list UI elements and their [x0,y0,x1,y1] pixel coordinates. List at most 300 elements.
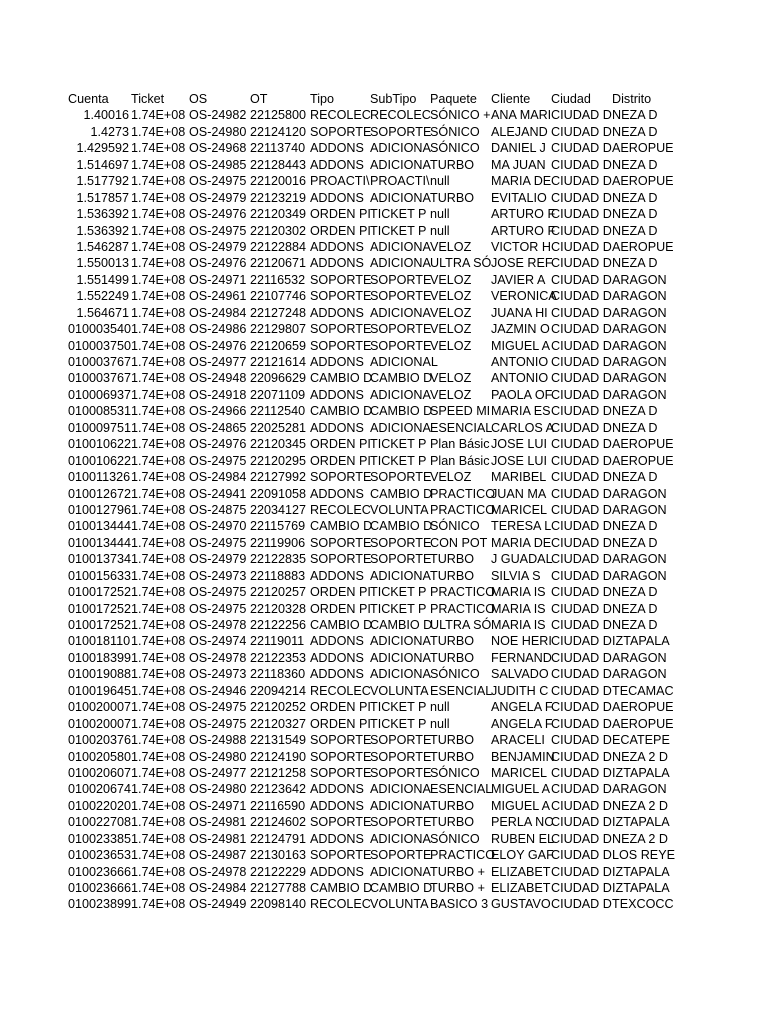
cell-cliente: JUANA HI [491,305,548,320]
cell-cuenta: 010013734 [68,552,132,567]
cell-ticket: 1.74E+08 [131,437,186,452]
cell-cuenta: 010019088 [68,667,132,682]
cell-distrito: AEROPUE [612,239,674,254]
cell-ticket: 1.74E+08 [131,502,186,517]
cell-ticket: 1.74E+08 [131,535,186,550]
cell-ot: 22120328 [250,601,307,616]
cell-ticket: 1.74E+08 [131,700,186,715]
cell-ciudad: CIUDAD D [551,831,612,846]
cell-paquete: VELOZ [430,289,472,304]
cell-cuenta: 010023385 [68,831,132,846]
cell-ot: 22131549 [250,733,307,748]
cell-cliente: ARTURO F [491,223,556,238]
cell-paquete: VELOZ [430,387,472,402]
cell-ot: 22119906 [250,535,306,550]
cell-cliente: ANGELA F [491,700,553,715]
cell-ticket: 1.74E+08 [131,239,186,254]
table-row [68,864,674,880]
cell-ot: 22121258 [250,765,307,780]
cell-ciudad: CIUDAD D [551,420,612,435]
cell-ticket: 1.74E+08 [131,831,186,846]
table-row [68,551,674,567]
cell-paquete: TURBO + [430,881,485,895]
cell-ticket: 1.74E+08 [131,420,186,435]
cell-paquete: SÓNICO [430,831,480,846]
cell-tipo: ORDEN PI [310,601,371,616]
cell-cliente: JOSE LUI [491,453,547,468]
cell-ticket: 1.74E+08 [131,223,186,238]
cell-tipo: ORDEN PI [310,223,371,238]
cell-ciudad: CIUDAD D [551,470,612,485]
table-row [68,781,674,797]
cell-os: OS-24979 [189,552,247,567]
cell-cuenta: 010023899 [68,897,132,912]
cell-distrito: IZTAPALA [612,765,670,780]
cell-cliente: SILVIA S [491,568,541,583]
cell-cliente: VICTOR H [491,239,551,254]
cell-paquete: null [430,223,450,238]
cell-tipo: SOPORTE [310,535,372,550]
cell-tipo: ORDEN PI [310,453,371,468]
cell-ciudad: CIUDAD D [551,289,612,304]
cell-cliente: RUBEN EL [491,831,554,846]
cell-ticket: 1.74E+08 [131,486,186,501]
table-row [68,518,674,534]
cell-ciudad: CIUDAD D [551,897,612,912]
cell-cuenta: 010020007 [68,700,132,715]
cell-paquete: VELOZ [430,239,472,254]
cell-ticket: 1.74E+08 [131,470,186,485]
cell-ot: 22107746 [250,289,307,304]
cell-ot: 22124190 [250,749,307,764]
table-row [68,338,674,354]
cell-subtipo: ADICIONA [370,831,431,846]
cell-os: OS-24971 [189,272,247,287]
cell-cuenta: 010017252 [68,601,132,616]
cell-cliente: ANTONIO [491,371,549,386]
cell-os: OS-24975 [189,174,247,189]
table-row [68,305,674,321]
cell-distrito: NEZA D [612,585,658,600]
cell-tipo: SOPORTE [310,124,372,139]
cell-cliente: MARIA IS [491,618,546,632]
cell-os: OS-24875 [189,502,247,517]
cell-ciudad: CIUDAD D [551,782,612,797]
cell-subtipo: ADICIONA [370,864,431,879]
cell-cuenta: 010003540 [68,322,132,337]
header-subtipo: SubTipo [370,92,417,106]
cell-ot: 22113740 [250,141,306,156]
cell-cuenta: 1.517857 [76,190,129,205]
cell-subtipo: ADICIONA [370,782,431,797]
cell-tipo: ADDONS [310,798,364,813]
cell-os: OS-24979 [189,190,247,205]
cell-cuenta: 1.546287 [76,239,129,254]
cell-os: OS-24975 [189,601,247,616]
cell-subtipo: SOPORTE [370,749,432,764]
table-row [68,749,674,765]
cell-subtipo: SOPORTE [370,815,432,830]
cell-cuenta: 010003767 [68,371,132,386]
cell-distrito: NEZA D [612,404,658,419]
cell-ciudad: CIUDAD D [551,552,612,567]
table-row [68,190,674,206]
cell-os: OS-24980 [189,782,247,797]
cell-ciudad: CIUDAD D [551,502,612,517]
cell-paquete: null [430,700,450,715]
cell-cuenta: 1.517792 [76,174,129,189]
table-row [68,486,674,502]
cell-ciudad: CIUDAD D [551,272,612,287]
cell-os: OS-24976 [189,256,247,271]
cell-tipo: ADDONS [310,864,364,879]
cell-cliente: MARIBEL [491,470,547,485]
cell-tipo: SOPORTE [310,552,372,567]
cell-subtipo: ADICIONA [370,141,431,156]
cell-distrito: ARAGON [612,667,667,682]
cell-subtipo: SOPORTE [370,733,432,748]
cell-subtipo: ADICIONA [370,157,431,172]
cell-ticket: 1.74E+08 [131,453,186,468]
cell-subtipo: TICKET P [370,700,427,715]
cell-cuenta: 010010622 [68,453,132,468]
cell-ciudad: CIUDAD D [551,322,612,337]
cell-tipo: ADDONS [310,355,364,369]
cell-cuenta: 1.536392 [76,207,129,222]
cell-tipo: SOPORTE [310,470,372,485]
cell-ticket: 1.74E+08 [131,716,186,731]
cell-subtipo: CAMBIO D [370,618,433,632]
cell-cliente: ALEJAND [491,124,548,139]
cell-distrito: IZTAPALA [612,634,670,649]
cell-os: OS-24865 [189,420,247,435]
cell-ciudad: CIUDAD D [551,338,612,353]
cell-ot: 22129807 [250,322,307,337]
cell-cuenta: 010003750 [68,338,132,353]
cell-tipo: RECOLEC [310,502,371,517]
cell-cliente: ANGELA F [491,716,553,731]
cell-cliente: MIGUEL A [491,782,551,797]
cell-os: OS-24977 [189,355,247,369]
cell-distrito: TEXCOCC [612,897,674,912]
cell-ciudad: CIUDAD D [551,174,612,189]
cell-subtipo: CAMBIO D [370,371,433,386]
cell-ticket: 1.74E+08 [131,174,186,189]
cell-paquete: PRACTICO [430,585,496,600]
cell-subtipo: CAMBIO D [370,881,433,895]
table-row [68,453,674,469]
cell-os: OS-24971 [189,798,247,813]
cell-ot: 22115769 [250,519,306,534]
cell-subtipo: SOPORTE [370,848,432,863]
cell-os: OS-24980 [189,749,247,764]
cell-os: OS-24979 [189,239,247,254]
cell-subtipo: SOPORTE [370,535,432,550]
cell-cuenta: 010022020 [68,798,132,813]
cell-ticket: 1.74E+08 [131,387,186,402]
cell-ot: 22127248 [250,305,307,320]
cell-os: OS-24984 [189,881,247,895]
cell-paquete: TURBO [430,552,475,567]
table-row [68,666,674,682]
cell-cuenta: 010012796 [68,502,132,517]
cell-ciudad: CIUDAD D [551,404,612,419]
cell-ciudad: CIUDAD D [551,585,612,600]
cell-cuenta: 010023666 [68,881,132,895]
table-row [68,831,674,847]
cell-ticket: 1.74E+08 [131,519,186,534]
cell-ciudad: CIUDAD D [551,650,612,665]
cell-tipo: ORDEN PI [310,716,371,731]
cell-ot: 22120349 [250,207,307,222]
cell-os: OS-24978 [189,618,247,632]
cell-cliente: MIGUEL A [491,798,551,813]
cell-ticket: 1.74E+08 [131,650,186,665]
cell-distrito: ARAGON [612,387,667,402]
cell-cuenta: 010011326 [68,470,131,485]
cell-ciudad: CIUDAD D [551,207,612,222]
cell-cuenta: 010019645 [68,683,132,698]
cell-ticket: 1.74E+08 [131,404,186,419]
spreadsheet [68,91,674,913]
cell-ciudad: CIUDAD D [551,881,612,895]
cell-os: OS-24977 [189,765,247,780]
cell-cliente: MARICEL [491,502,547,517]
cell-ot: 22124791 [250,831,307,846]
cell-ot: 22127788 [250,881,307,895]
header-paquete: Paquete [430,92,477,106]
cell-ticket: 1.74E+08 [131,305,186,320]
header-ot: OT [250,92,268,106]
cell-paquete: SÓNICO [430,141,480,156]
cell-ot: 22128443 [250,157,307,172]
cell-tipo: ADDONS [310,650,364,665]
cell-os: OS-24987 [189,848,247,863]
cell-tipo: CAMBIO D [310,618,373,632]
cell-ciudad: CIUDAD D [551,108,612,123]
cell-subtipo: ADICIONA [370,387,431,402]
cell-tipo: SOPORTE [310,765,372,780]
cell-paquete: VELOZ [430,338,472,353]
cell-ciudad: CIUDAD D [551,716,612,731]
cell-ot: 22120016 [250,174,307,189]
cell-os: OS-24988 [189,733,247,748]
cell-os: OS-24981 [189,831,247,846]
cell-cuenta: 1.552249 [76,289,129,304]
cell-subtipo: SOPORTE [370,470,432,485]
cell-paquete: ESENCIAL [430,683,493,698]
cell-ot: 22120302 [250,223,307,238]
cell-cliente: JUAN MA [491,486,547,501]
cell-paquete: SPEED MI [430,404,491,419]
cell-ot: 22122353 [250,650,307,665]
cell-ticket: 1.74E+08 [131,568,186,583]
cell-ticket: 1.74E+08 [131,749,186,764]
cell-tipo: ADDONS [310,190,364,205]
cell-tipo: CAMBIO D [310,404,373,419]
cell-cliente: ANA MARI [491,108,552,123]
cell-os: OS-24946 [189,683,247,698]
cell-subtipo: TICKET P [370,585,427,600]
cell-subtipo: VOLUNTA [370,897,429,912]
cell-cuenta: 010013444 [68,535,132,550]
cell-os: OS-24975 [189,223,247,238]
cell-cuenta: 010022708 [68,815,132,830]
cell-subtipo: ADICIONA [370,667,431,682]
cell-cliente: ARTURO F [491,207,556,222]
cell-ciudad: CIUDAD D [551,239,612,254]
cell-ot: 22124120 [250,124,307,139]
cell-distrito: IZTAPALA [612,881,670,895]
cell-ticket: 1.74E+08 [131,371,186,386]
cell-ot: 22096629 [250,371,307,386]
cell-subtipo: CAMBIO D [370,404,433,419]
cell-tipo: ADDONS [310,305,364,320]
cell-ticket: 1.74E+08 [131,782,186,797]
cell-paquete: VELOZ [430,470,472,485]
cell-ot: 22112540 [250,404,306,419]
cell-ot: 22098140 [250,897,307,912]
cell-distrito: NEZA 2 D [612,798,668,813]
cell-tipo: RECOLEC [310,683,371,698]
table-row [68,403,674,419]
cell-paquete: SÓNICO [430,667,480,682]
cell-cuenta: 010023666 [68,864,132,879]
cell-ticket: 1.74E+08 [131,618,186,632]
cell-distrito: ARAGON [612,289,667,304]
table-row [68,239,674,255]
cell-tipo: ADDONS [310,239,364,254]
cell-distrito: NEZA D [612,601,658,616]
cell-subtipo: TICKET P [370,716,427,731]
table-row [68,370,674,386]
cell-ticket: 1.74E+08 [131,683,186,698]
cell-ticket: 1.74E+08 [131,338,186,353]
cell-os: OS-24985 [189,157,247,172]
cell-cliente: MARIA DE [491,535,552,550]
cell-distrito: NEZA 2 D [612,749,668,764]
cell-cuenta: 1.564671 [76,305,129,320]
header-row [68,91,674,107]
cell-subtipo: ADICIONA [370,798,431,813]
cell-tipo: ADDONS [310,256,364,271]
cell-distrito: ARAGON [612,322,667,337]
cell-cliente: NOE HERI [491,634,552,649]
cell-distrito: NEZA D [612,207,658,222]
cell-tipo: SOPORTE [310,815,372,830]
cell-ciudad: CIUDAD D [551,864,612,879]
cell-ciudad: CIUDAD D [551,618,612,632]
table-body [68,107,674,912]
cell-tipo: ADDONS [310,141,364,156]
cell-cliente: ELOY GAF [491,848,554,863]
table-row [68,223,674,239]
table-row [68,880,674,896]
cell-paquete: ESENCIAL [430,782,493,797]
cell-subtipo: VOLUNTA [370,502,429,517]
cell-ot: 22122835 [250,552,307,567]
cell-cuenta: 1.551499 [76,272,129,287]
table-row [68,535,674,551]
cell-ot: 22122229 [250,864,307,879]
cell-subtipo: SOPORTE [370,765,432,780]
cell-os: OS-24984 [189,470,247,485]
cell-subtipo: SOPORTE [370,338,432,353]
cell-subtipo: ADICIONA [370,239,431,254]
cell-ot: 22120671 [250,256,307,271]
cell-cuenta: 010015633 [68,568,132,583]
cell-subtipo: ADICIONA [370,650,431,665]
cell-os: OS-24968 [189,141,247,156]
cell-ticket: 1.74E+08 [131,601,186,616]
cell-paquete: null [430,716,450,731]
cell-cliente: TERESA L [491,519,552,534]
cell-cliente: DANIEL J [491,141,546,156]
cell-ciudad: CIUDAD D [551,798,612,813]
cell-ticket: 1.74E+08 [131,124,186,139]
cell-paquete [430,354,490,370]
cell-subtipo: PROACTI\ [370,174,430,189]
cell-subtipo: VOLUNTA [370,683,429,698]
cell-distrito: IZTAPALA [612,864,670,879]
cell-ciudad: CIUDAD D [551,749,612,764]
cell-tipo: PROACTI\ [310,174,370,189]
cell-cuenta: 010017252 [68,585,132,600]
cell-cuenta: 010020007 [68,716,132,731]
table-row [68,814,674,830]
cell-ticket: 1.74E+08 [131,848,186,863]
cell-ticket: 1.74E+08 [131,585,186,600]
table-row [68,173,674,189]
cell-os: OS-24978 [189,864,247,879]
cell-tipo: ADDONS [310,387,364,402]
cell-paquete: TURBO + [430,864,485,879]
cell-paquete: PRACTICO [430,502,496,517]
cell-ot: 22094214 [250,683,307,698]
cell-distrito: NEZA D [612,420,658,435]
cell-os: OS-24981 [189,815,247,830]
cell-distrito: NEZA D [612,256,658,271]
cell-ot: 22116532 [250,272,306,287]
cell-os: OS-24941 [189,486,247,501]
cell-ot: 22120659 [250,338,307,353]
cell-ot: 22025281 [250,420,307,435]
cell-paquete: TURBO [430,568,475,583]
cell-distrito: ARAGON [612,305,667,320]
cell-distrito: AEROPUE [612,716,674,731]
cell-os: OS-24973 [189,568,247,583]
cell-tipo: ADDONS [310,634,364,649]
cell-distrito: NEZA D [612,190,658,205]
cell-os: OS-24949 [189,897,247,912]
cell-cuenta: 1.514697 [76,157,129,172]
table-row [68,288,674,304]
cell-cuenta: 010006937 [68,387,132,402]
table-row [68,650,674,666]
cell-ot: 22120252 [250,700,307,715]
cell-ot: 22125800 [250,108,307,123]
cell-paquete: PRACTICO [430,601,496,616]
cell-ticket: 1.74E+08 [131,108,186,123]
cell-os: OS-24978 [189,650,247,665]
cell-ciudad: CIUDAD D [551,437,612,452]
cell-cuenta: 010012672 [68,486,132,501]
cell-paquete: TURBO [430,157,475,172]
cell-cuenta: 010020607 [68,765,132,780]
cell-ciudad: CIUDAD D [551,765,612,780]
cell-paquete: VELOZ [430,272,472,287]
cell-paquete: Plan Básic [430,453,490,468]
